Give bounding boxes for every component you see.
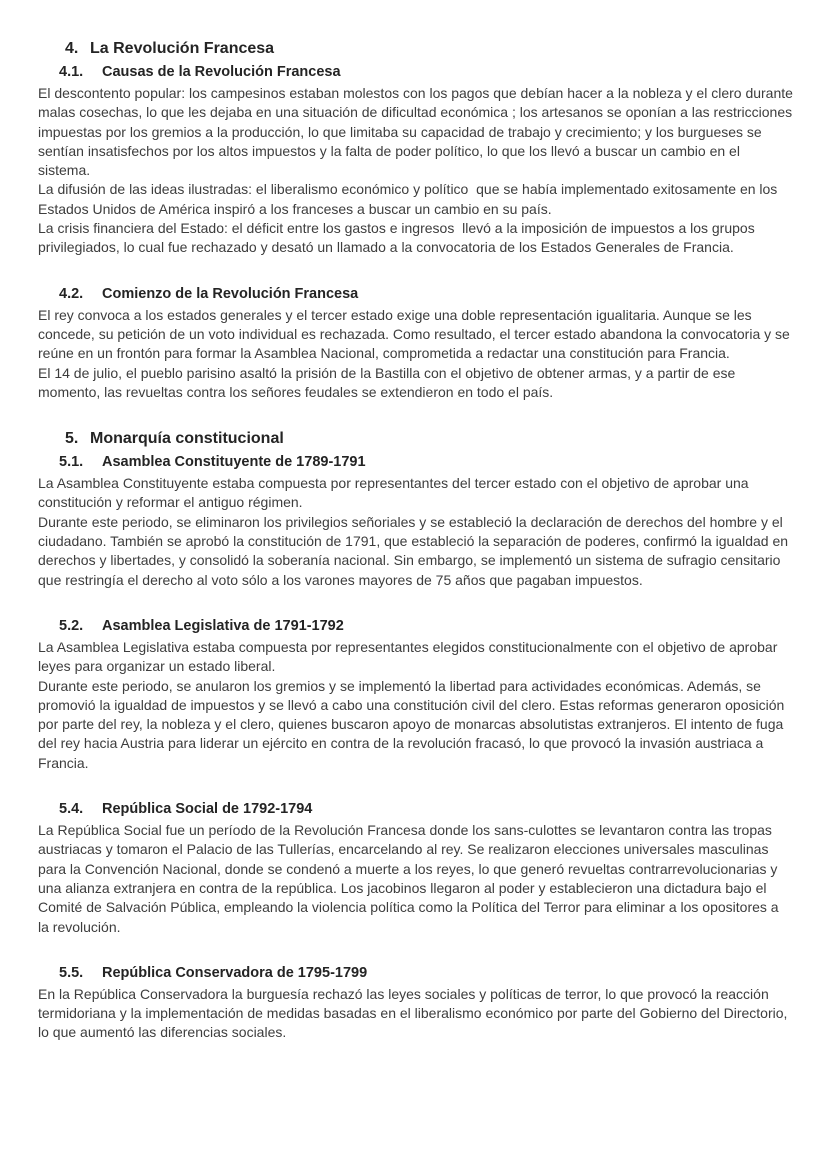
heading-number: 5. [65,430,79,448]
para-asamblea-legislativa: La Asamblea Legislativa estaba compuesta por representantes elegidos constitucionalmente con el objetivo de aprobar leyes para organizar un estado liberal. [38,638,782,675]
section-4-heading [38,38,793,60]
heading-title: República Social de 1792-1794 [102,801,313,818]
heading-title: Asamblea Legislativa de 1791-1792 [102,617,344,634]
para-descontento-popular: El descontento popular: los campesinos estaban molestos con los pagos que debían hacer a la nobleza y el clero durante malas cosechas, lo que les dejaba en una situación de dificultad económica ; los artesanos se oponían a las restricciones impuestas por los gremios a la producción, lo que limitaba su capacidad de trabajo y crecimiento; y los burgueses se sentían insatisfechos por los altos impuestos y la falta de poder político, lo que los llevó a buscar un cambio en el sistema. [38,85,797,179]
heading-number: 5.4. [59,801,84,818]
para-difusion-ideas: La difusión de las ideas ilustradas: el liberalismo económico y político que se había implementado exitosamente en los Estados Unidos de América inspiró a los franceses a buscar un cambio en su país. [38,181,782,217]
section-4-1-heading [38,62,793,82]
section-4-2-heading [38,284,793,304]
heading-number: 5.5. [59,964,84,981]
heading-title: Causas de la Revolución Francesa [102,64,341,80]
para-asamblea-constituyente: La Asamblea Constituyente estaba compuesta por representantes del tercer estado con el objetivo de aprobar una constitución y reformar el antiguo régimen. [38,475,753,511]
para-periodo-constituyente: Durante este periodo, se eliminaron los privilegios señoriales y se estableció la declaración de derechos del hombre y el ciudadano. También se aprobó la constitución de 1791, que estableció la separación de poderes, confirmó la igualdad en derechos y libertades, y consolidó la soberanía nacional. Sin embargo, se implementó un sistema de sufragio censitario que restringía el derecho al voto sólo a los varones mayores de 75 años que pagaban impuestos. [38,513,792,588]
para-republica-conservadora: En la República Conservadora la burguesía rechazó las leyes sociales y políticas de terror, lo que provocó la reacción termidoriana y la implementación de medidas basadas en el liberalismo económico por parte del Gobierno del Directorio, lo que aumentó las diferencias sociales. [38,985,792,1041]
para-rey-convoca: El rey convoca a los estados generales y el tercer estado exige una doble representación igualitaria. Aunque se les concede, su petición de un voto individual es rechazada. Como resultado, el tercer estado abandona la convocatoria y se reúne en un frontón para formar la Asamblea Nacional, comprometida a redactar una constitución para Francia. [38,306,794,362]
heading-number: 5.2. [59,617,84,634]
heading-number: 4.1. [59,64,84,80]
heading-title: Monarquía constitucional [90,430,284,448]
section-5-4-heading [38,799,793,819]
para-periodo-legislativa: Durante este periodo, se anularon los gremios y se implementó la libertad para actividades económicas. Además, se promovió la igualdad de impuestos y se llevó a cabo una constitución civil del clero. Estas reformas generaron oposición por parte del rey, la nobleza y el clero, quienes buscaron apoyo de monarcas absolutistas extranjeros. El intento de fuga del rey hacia Austria para liderar un ejército en contra de la revolución fracasó, lo que provocó la invasión austriaca a Francia. [38,677,789,771]
heading-number: 5.1. [59,454,84,471]
para-14-julio: El 14 de julio, el pueblo parisino asaltó la prisión de la Bastilla con el objetivo de obtener armas, y a partir de ese momento, las revueltas contra los señores feudales se extendieron en todo el país. [38,364,740,400]
heading-number: 4. [65,40,79,57]
section-5-1-heading [38,452,793,472]
heading-number: 4.2. [59,285,84,302]
heading-title: Asamblea Constituyente de 1789-1791 [102,454,366,471]
section-5-5-heading [38,963,793,983]
heading-title: Comienzo de la Revolución Francesa [102,285,359,302]
section-5-heading [38,428,793,450]
section-5-2-heading [38,616,793,636]
heading-title: República Conservadora de 1795-1799 [102,964,368,981]
para-crisis-financiera: La crisis financiera del Estado: el déficit entre los gastos e ingresos llevó a la imposición de impuestos a los grupos privilegiados, lo cual fue rechazado y desató un llamado a la convocatoria de los Estados Generales de Francia. [38,220,759,256]
para-republica-social: La República Social fue un período de la Revolución Francesa donde los sans-culottes se levantaron contra las tropas austriacas y tomaron el Palacio de las Tullerías, encarcelando al rey. Se realizaron elecciones universales masculinas para la Convención Nacional, donde se condenó a muerte a los reyes, lo que generó revueltas contrarrevolucionarias y una alianza extranjera en contra de la república. Los jacobinos llegaron al poder y establecieron una dictadura bajo el Comité de Salvación Pública, empleando la violencia política como la Política del Terror para eliminar a los opositores a la revolución. [38,822,783,935]
heading-title: La Revolución Francesa [90,40,275,57]
